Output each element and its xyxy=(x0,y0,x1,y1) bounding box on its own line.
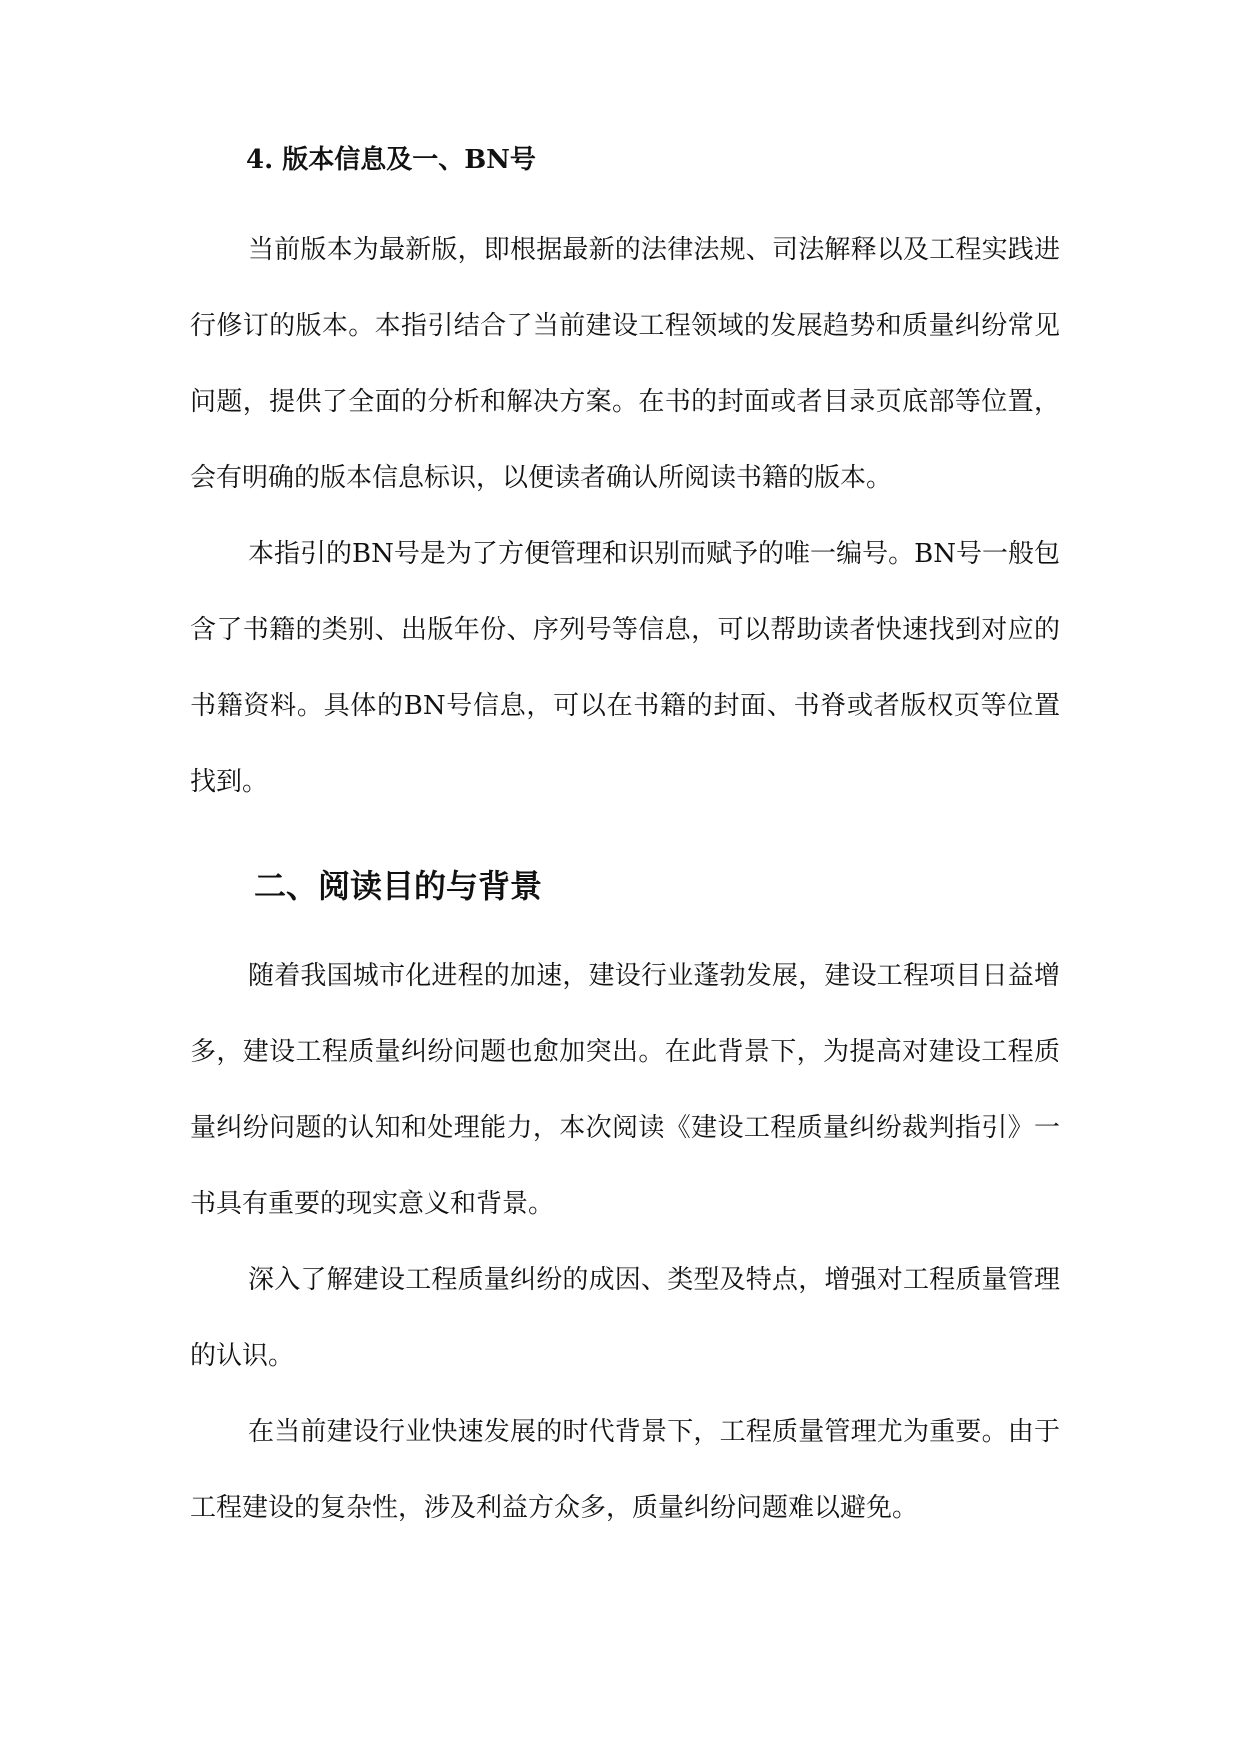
paragraph-bn-number: 本指引的BN号是为了方便管理和识别而赋予的唯一编号。BN号一般包含了书籍的类别、出版年份、序列号等信息，可以帮助读者快速找到对应的书籍资料。具体的BN号信息，可以在书籍的封面、书脊或者版权页等位置找到。 xyxy=(190,539,1060,797)
paragraph-understanding: 深入了解建设工程质量纠纷的成因、类型及特点，增强对工程质量管理的认识。 xyxy=(190,1265,1060,1371)
page-content xyxy=(190,140,1060,1546)
section-heading-reading-purpose: 二、阅读目的与背景 xyxy=(254,867,543,905)
paragraph-version-info: 当前版本为最新版，即根据最新的法律法规、司法解释以及工程实践进行修订的版本。本指引结合了当前建设工程领域的发展趋势和质量纠纷常见问题，提供了全面的分析和解决方案。在书的封面或者目录页底部等位置，会有明确的版本信息标识，以便读者确认所阅读书籍的版本。 xyxy=(190,235,1060,493)
paragraph-background: 随着我国城市化进程的加速，建设行业蓬勃发展，建设工程项目日益增多，建设工程质量纠纷问题也愈加突出。在此背景下，为提高对建设工程质量纠纷问题的认知和处理能力，本次阅读《建设工程质量纠纷裁判指引》一书具有重要的现实意义和背景。 xyxy=(190,961,1060,1219)
paragraph-quality-management: 在当前建设行业快速发展的时代背景下，工程质量管理尤为重要。由于工程建设的复杂性，涉及利益方众多，质量纠纷问题难以避免。 xyxy=(190,1417,1060,1523)
section-subheading-version-bn: 4. 版本信息及一、BN号 xyxy=(246,145,536,175)
